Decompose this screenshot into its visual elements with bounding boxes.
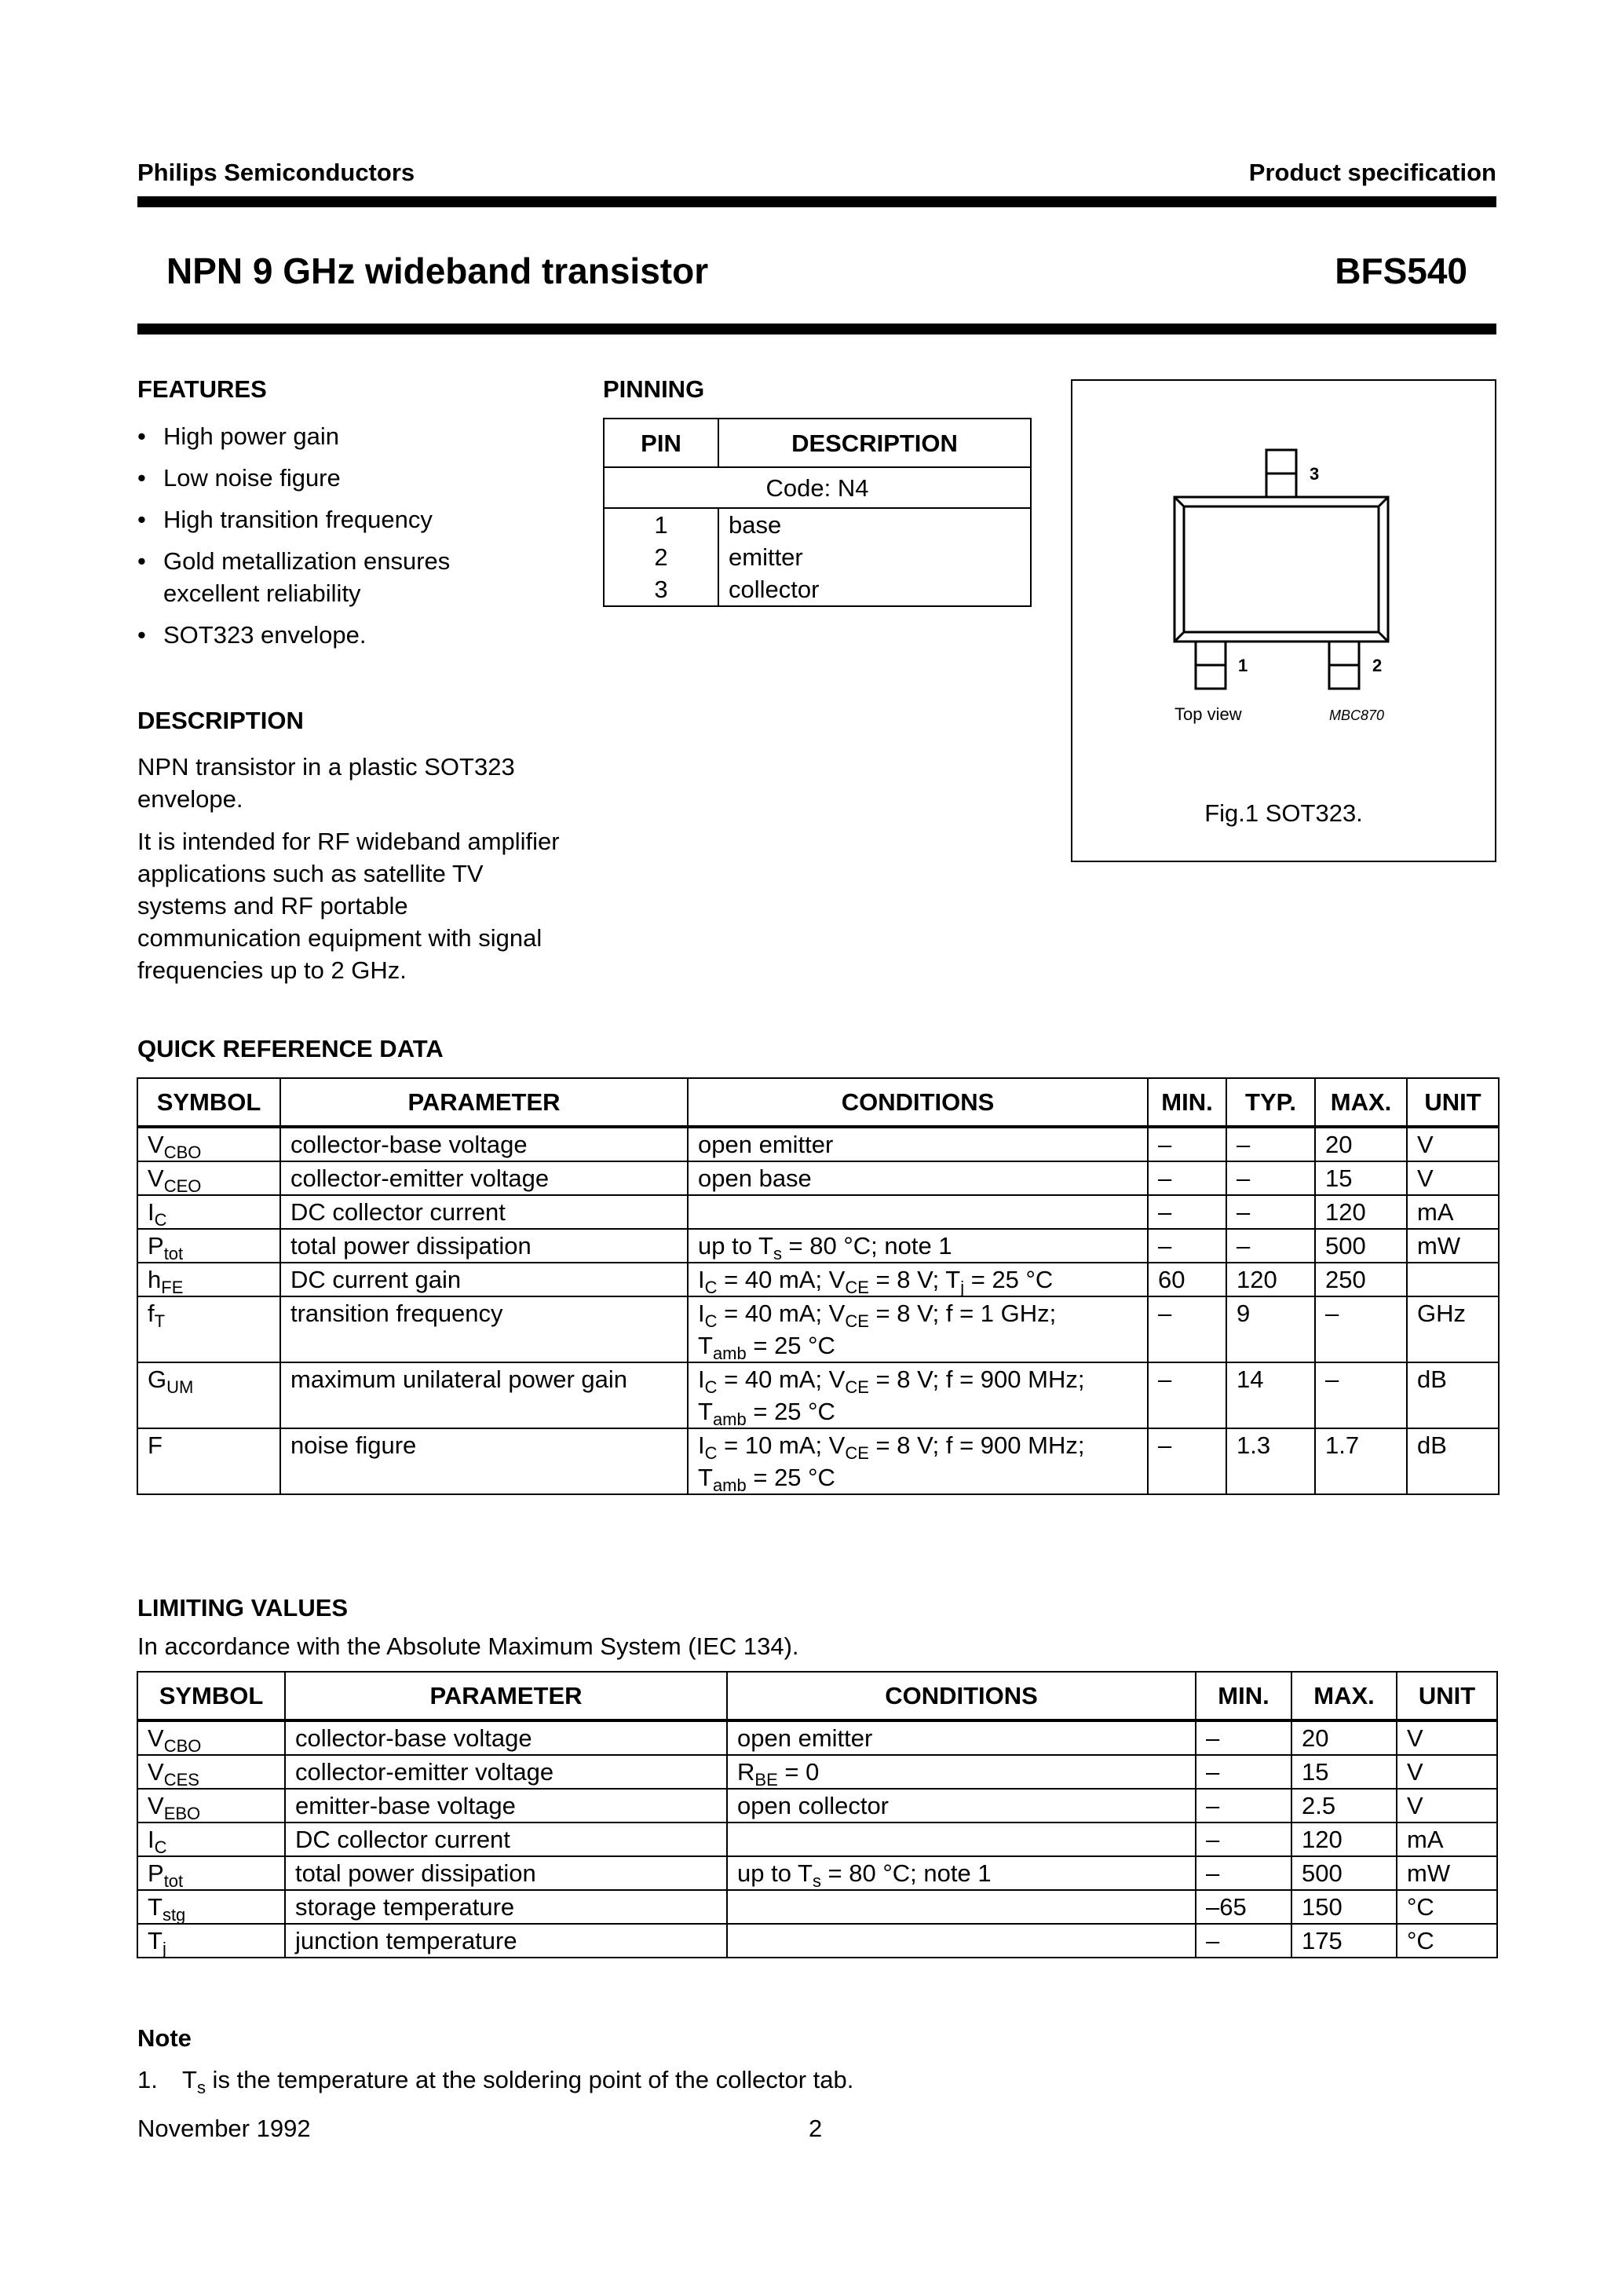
table-row xyxy=(137,1229,1499,1263)
unit-cell: V xyxy=(1397,1720,1497,1755)
conditions-cell: $R_{BE} = 0$ xyxy=(727,1755,1196,1789)
column-header: CONDITIONS xyxy=(727,1672,1196,1720)
unit-cell: °C xyxy=(1397,1890,1497,1924)
max-cell: 500 xyxy=(1315,1229,1407,1263)
description-heading: DESCRIPTION xyxy=(137,707,304,734)
parameter-cell: storage temperature xyxy=(285,1890,727,1924)
title-rule xyxy=(137,324,1496,335)
conditions-cell xyxy=(688,1127,1148,1161)
conditions-cell xyxy=(727,1823,1196,1856)
conditions-cell xyxy=(688,1296,1148,1362)
feature-item: • High power gain xyxy=(137,420,499,452)
unit-cell: V xyxy=(1397,1789,1497,1823)
table-row xyxy=(137,1823,1497,1856)
conditions-line: $T_{amb} = 25$ °C xyxy=(698,1464,835,1495)
conditions-line: open base xyxy=(698,1164,812,1192)
symbol-cell: $G_{UM}$ xyxy=(137,1362,280,1428)
parameter-cell: DC current gain xyxy=(280,1263,688,1296)
figure-caption: Fig.1 SOT323. xyxy=(1204,799,1363,827)
conditions-line: $I_C = 40$ mA; $V_{CE} = 8$ V; $T_j = 25$ °C xyxy=(698,1266,1054,1297)
symbol-cell: $T_{stg}$ xyxy=(137,1890,285,1924)
conditions-line: up to $T_s = 80$ °C; note 1 xyxy=(698,1232,952,1263)
column-header: SYMBOL xyxy=(137,1672,285,1720)
min-cell: – xyxy=(1196,1924,1291,1958)
max-cell: – xyxy=(1315,1296,1407,1362)
max-cell: 2.5 xyxy=(1291,1789,1397,1823)
unit-cell: mW xyxy=(1407,1229,1499,1263)
pinning-table xyxy=(603,418,1032,607)
note-heading: Note xyxy=(137,2024,192,2052)
symbol-cell: $I_C$ xyxy=(137,1195,280,1229)
min-cell: 60 xyxy=(1148,1263,1226,1296)
symbol-cell: F xyxy=(137,1428,280,1494)
min-cell: – xyxy=(1196,1789,1291,1823)
table-row xyxy=(137,1362,1499,1428)
min-cell: – xyxy=(1196,1720,1291,1755)
parameter-cell: noise figure xyxy=(280,1428,688,1494)
min-cell: – xyxy=(1148,1362,1226,1428)
unit-cell: mA xyxy=(1397,1823,1497,1856)
symbol-cell: $h_{FE}$ xyxy=(137,1263,280,1296)
min-cell: – xyxy=(1196,1823,1291,1856)
typ-cell: 9 xyxy=(1226,1296,1315,1362)
max-cell: 20 xyxy=(1315,1127,1407,1161)
pin-number: 1 xyxy=(604,508,718,541)
pin2-label: 2 xyxy=(1372,656,1383,675)
min-cell: – xyxy=(1196,1856,1291,1890)
symbol-cell: $V_{CES}$ xyxy=(137,1755,285,1789)
limiting-intro: In accordance with the Absolute Maximum System (IEC 134). xyxy=(137,1632,799,1660)
conditions-cell: up to $T_s = 80$ °C; note 1 xyxy=(727,1856,1196,1890)
column-header: UNIT xyxy=(1397,1672,1497,1720)
page-number: 2 xyxy=(809,2115,823,2142)
max-cell: 500 xyxy=(1291,1856,1397,1890)
company-name: Philips Semiconductors xyxy=(137,159,415,186)
desc-col-header: DESCRIPTION xyxy=(718,419,1031,467)
max-cell: – xyxy=(1315,1362,1407,1428)
symbol-cell: $V_{EBO}$ xyxy=(137,1789,285,1823)
column-header: TYP. xyxy=(1226,1078,1315,1127)
min-cell: – xyxy=(1148,1195,1226,1229)
min-cell: – xyxy=(1148,1428,1226,1494)
max-cell: 250 xyxy=(1315,1263,1407,1296)
parameter-cell: DC collector current xyxy=(280,1195,688,1229)
package-inner xyxy=(1184,506,1379,632)
min-cell: – xyxy=(1148,1161,1226,1195)
column-header: PARAMETER xyxy=(280,1078,688,1127)
parameter-cell: collector-base voltage xyxy=(280,1127,688,1161)
parameter-cell: total power dissipation xyxy=(285,1856,727,1890)
table-row xyxy=(137,1127,1499,1161)
max-cell: 120 xyxy=(1315,1195,1407,1229)
part-number: BFS540 xyxy=(1335,250,1467,291)
unit-cell: V xyxy=(1397,1755,1497,1789)
typ-cell: 1.3 xyxy=(1226,1428,1315,1494)
max-cell: 120 xyxy=(1291,1823,1397,1856)
symbol-cell: $f_T$ xyxy=(137,1296,280,1362)
pin-row xyxy=(604,541,1031,573)
unit-cell: °C xyxy=(1397,1924,1497,1958)
parameter-cell: collector-base voltage xyxy=(285,1720,727,1755)
parameter-cell: junction temperature xyxy=(285,1924,727,1958)
typ-cell: – xyxy=(1226,1127,1315,1161)
table-row xyxy=(137,1428,1499,1494)
table-row xyxy=(137,1856,1497,1890)
parameter-cell: transition frequency xyxy=(280,1296,688,1362)
features-heading: FEATURES xyxy=(137,375,267,403)
conditions-line: $I_C = 40$ mA; $V_{CE} = 8$ V; f = 900 MHz; xyxy=(698,1366,1085,1397)
typ-cell: – xyxy=(1226,1195,1315,1229)
note-text: $T_s$ is the temperature at the soldering point of the collector tab. xyxy=(182,2066,854,2097)
max-cell: 15 xyxy=(1315,1161,1407,1195)
symbol-cell: $T_j$ xyxy=(137,1924,285,1958)
description-paragraph: NPN transistor in a plastic SOT323 envelope. xyxy=(137,753,515,813)
max-cell: 15 xyxy=(1291,1755,1397,1789)
pin3-label: 3 xyxy=(1310,464,1320,484)
description-paragraph: It is intended for RF wideband amplifier applications such as satellite TV systems and RF portable communication equipment with signal frequencies up to 2 GHz. xyxy=(137,828,560,984)
pin-row xyxy=(604,573,1031,606)
pin-col-header: PIN xyxy=(604,419,718,467)
parameter-cell: collector-emitter voltage xyxy=(280,1161,688,1195)
column-header: PARAMETER xyxy=(285,1672,727,1720)
typ-cell: 14 xyxy=(1226,1362,1315,1428)
typ-cell: – xyxy=(1226,1161,1315,1195)
pin-description: emitter xyxy=(718,541,1031,573)
parameter-cell: DC collector current xyxy=(285,1823,727,1856)
conditions-cell xyxy=(727,1924,1196,1958)
table-row xyxy=(137,1789,1497,1823)
column-header: SYMBOL xyxy=(137,1078,280,1127)
conditions-cell: open collector xyxy=(727,1789,1196,1823)
drawing-code: MBC870 xyxy=(1329,707,1385,723)
pinning-heading: PINNING xyxy=(603,375,705,403)
pin-number: 2 xyxy=(604,541,718,573)
symbol-cell: $V_{CBO}$ xyxy=(137,1127,280,1161)
description-text xyxy=(137,751,569,996)
column-header: MIN. xyxy=(1148,1078,1226,1127)
page-title: NPN 9 GHz wideband transistor xyxy=(166,250,709,291)
unit-cell: V xyxy=(1407,1161,1499,1195)
conditions-line: $T_{amb} = 25$ °C xyxy=(698,1398,835,1429)
min-cell: – xyxy=(1148,1127,1226,1161)
table-row xyxy=(137,1890,1497,1924)
top-view-label: Top view xyxy=(1174,704,1242,724)
conditions-cell xyxy=(688,1362,1148,1428)
conditions-cell xyxy=(688,1229,1148,1263)
unit-cell: GHz xyxy=(1407,1296,1499,1362)
table-row xyxy=(137,1263,1499,1296)
typ-cell: 120 xyxy=(1226,1263,1315,1296)
feature-item: • SOT323 envelope. xyxy=(137,619,499,651)
feature-item: • Gold metallization ensures excellent reliability xyxy=(137,545,499,609)
table-row xyxy=(137,1161,1499,1195)
features-list xyxy=(137,420,499,660)
typ-cell: – xyxy=(1226,1229,1315,1263)
max-cell: 20 xyxy=(1291,1720,1397,1755)
conditions-line: $T_{amb} = 25$ °C xyxy=(698,1332,835,1363)
min-cell: – xyxy=(1148,1229,1226,1263)
parameter-cell: collector-emitter voltage xyxy=(285,1755,727,1789)
unit-cell: V xyxy=(1407,1127,1499,1161)
footer-date: November 1992 xyxy=(137,2115,311,2142)
parameter-cell: maximum unilateral power gain xyxy=(280,1362,688,1428)
column-header: MAX. xyxy=(1315,1078,1407,1127)
column-header: UNIT xyxy=(1407,1078,1499,1127)
unit-cell xyxy=(1407,1263,1499,1296)
table-row xyxy=(137,1720,1497,1755)
conditions-cell xyxy=(688,1195,1148,1229)
column-header: MAX. xyxy=(1291,1672,1397,1720)
unit-cell: dB xyxy=(1407,1428,1499,1494)
conditions-cell xyxy=(688,1428,1148,1494)
unit-cell: dB xyxy=(1407,1362,1499,1428)
conditions-line: $I_C = 40$ mA; $V_{CE} = 8$ V; f = 1 GHz; xyxy=(698,1300,1057,1331)
conditions-line: open emitter xyxy=(698,1131,834,1158)
quick-ref-table xyxy=(137,1077,1500,1495)
conditions-cell: open emitter xyxy=(727,1720,1196,1755)
quick-ref-heading: QUICK REFERENCE DATA xyxy=(137,1035,444,1062)
min-cell: – xyxy=(1148,1296,1226,1362)
symbol-cell: $V_{CEO}$ xyxy=(137,1161,280,1195)
pin-number: 3 xyxy=(604,573,718,606)
table-row xyxy=(137,1924,1497,1958)
pin1-label: 1 xyxy=(1238,656,1248,675)
max-cell: 1.7 xyxy=(1315,1428,1407,1494)
feature-item: • Low noise figure xyxy=(137,462,499,494)
min-cell: –65 xyxy=(1196,1890,1291,1924)
limiting-table xyxy=(137,1671,1498,1958)
pin-code: Code: N4 xyxy=(604,467,1031,508)
table-row xyxy=(137,1296,1499,1362)
parameter-cell: total power dissipation xyxy=(280,1229,688,1263)
pin-row xyxy=(604,508,1031,541)
sot323-drawing xyxy=(1072,381,1495,789)
symbol-cell: $I_C$ xyxy=(137,1823,285,1856)
pin-description: collector xyxy=(718,573,1031,606)
min-cell: – xyxy=(1196,1755,1291,1789)
conditions-line: $I_C = 10$ mA; $V_{CE} = 8$ V; f = 900 MHz; xyxy=(698,1431,1085,1463)
conditions-cell xyxy=(688,1263,1148,1296)
symbol-cell: $P_{tot}$ xyxy=(137,1229,280,1263)
top-rule xyxy=(137,196,1496,207)
pin-description: base xyxy=(718,508,1031,541)
feature-item: • High transition frequency xyxy=(137,503,499,536)
column-header: MIN. xyxy=(1196,1672,1291,1720)
column-header: CONDITIONS xyxy=(688,1078,1148,1127)
max-cell: 175 xyxy=(1291,1924,1397,1958)
note-number: 1. xyxy=(137,2066,158,2093)
table-row xyxy=(137,1755,1497,1789)
table-row xyxy=(137,1195,1499,1229)
symbol-cell: $V_{CBO}$ xyxy=(137,1720,285,1755)
conditions-cell xyxy=(727,1890,1196,1924)
parameter-cell: emitter-base voltage xyxy=(285,1789,727,1823)
doc-type: Product specification xyxy=(1248,159,1496,186)
limiting-heading: LIMITING VALUES xyxy=(137,1594,349,1621)
symbol-cell: $P_{tot}$ xyxy=(137,1856,285,1890)
figure-box xyxy=(1071,379,1496,862)
max-cell: 150 xyxy=(1291,1890,1397,1924)
package-outline xyxy=(1174,497,1388,642)
unit-cell: mA xyxy=(1407,1195,1499,1229)
conditions-cell xyxy=(688,1161,1148,1195)
unit-cell: mW xyxy=(1397,1856,1497,1890)
